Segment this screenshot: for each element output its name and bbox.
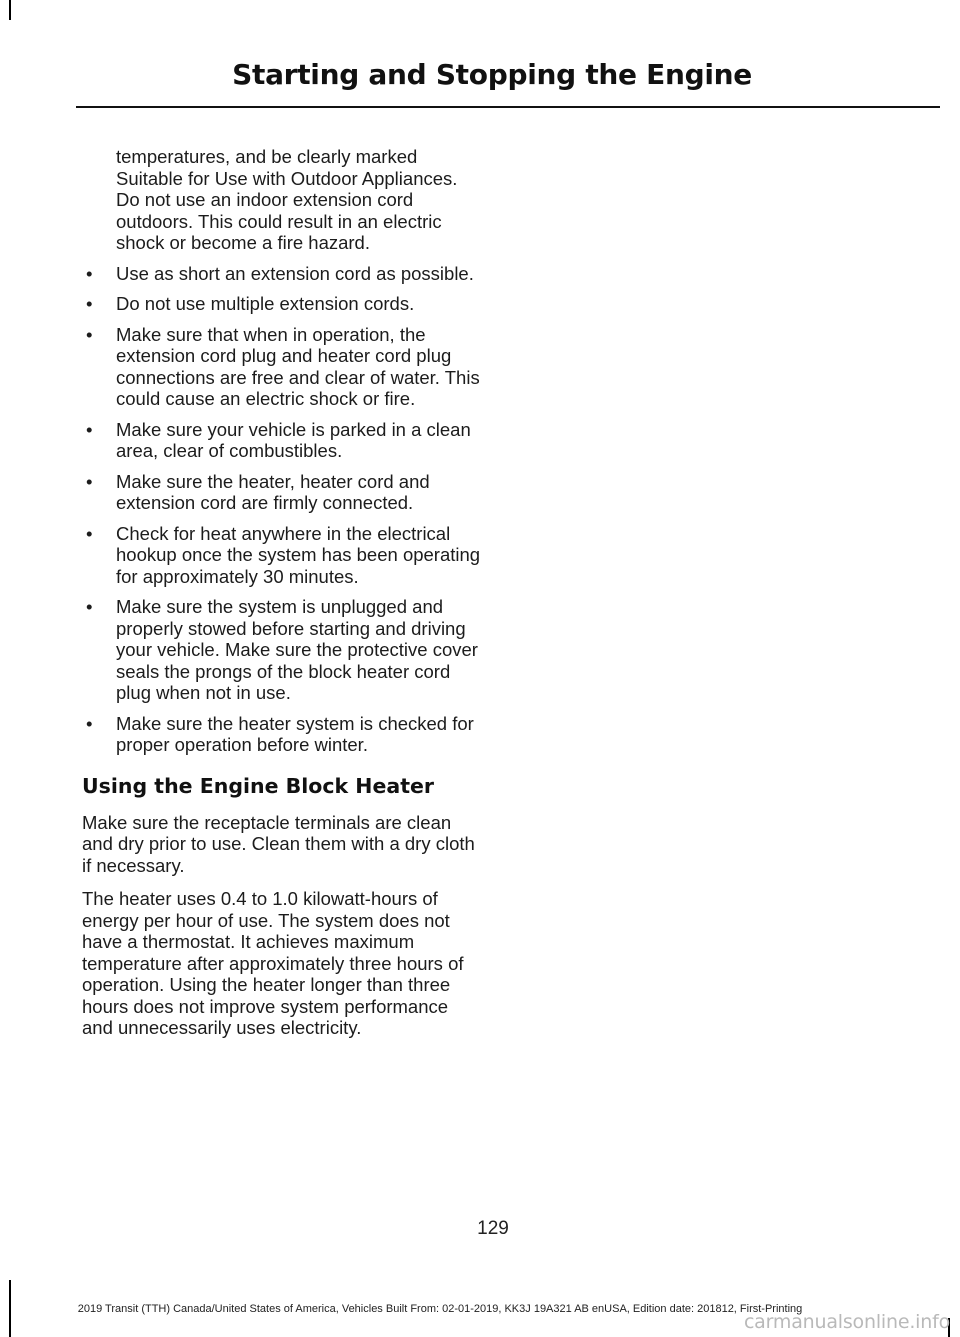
bullet-symbol: • <box>86 470 93 492</box>
list-item-text: Make sure the heater system is checked for proper operation before winter. <box>116 712 474 755</box>
header-rule <box>76 106 940 108</box>
watermark: carmanualsonline.info <box>743 1311 950 1333</box>
bullet-symbol: • <box>86 262 93 284</box>
list-item-text: Make sure that when in operation, the extension cord plug and heater cord plug connections are free and clear of water. This could cause an electric shock or fire. <box>116 323 480 409</box>
list-item <box>82 324 482 410</box>
page-number: 129 <box>477 1218 509 1239</box>
list-item <box>82 293 482 315</box>
intro-continuation: temperatures, and be clearly marked Suitable for Use with Outdoor Appliances. Do not use an indoor extension cord outdoors. This could result in an electric shock or become a fire hazard. <box>116 146 458 253</box>
list-item-text: Make sure the system is unplugged and properly stowed before starting and driving your vehicle. Make sure the protective cover seals the prongs of the block heater cord plug when not in use. <box>116 596 478 703</box>
section-heading: Using the Engine Block Heater <box>82 773 435 798</box>
crop-mark-top-left <box>9 0 11 20</box>
list-item-text: Use as short an extension cord as possible. <box>116 262 474 284</box>
bullet-symbol: • <box>86 323 93 345</box>
section-paragraph: Make sure the receptacle terminals are clean and dry prior to use. Clean them with a dry cloth if necessary. <box>82 811 475 876</box>
list-item <box>82 471 482 514</box>
list-item-text: Check for heat anywhere in the electrical hookup once the system has been operating for approximately 30 minutes. <box>116 522 481 587</box>
bullet-symbol: • <box>86 596 93 617</box>
list-item-text: Make sure the heater, heater cord and extension cord are firmly connected. <box>116 470 430 513</box>
page-title: Starting and Stopping the Engine <box>232 58 752 91</box>
list-item <box>82 713 482 756</box>
section-paragraph: The heater uses 0.4 to 1.0 kilowatt-hours of energy per hour of use. The system does not have a thermostat. It achieves maximum temperature after approximately three hours of operation. Using the heater longer than three hours does not improve system performance and unnecessarily uses electricity. <box>82 888 464 1038</box>
bullet-symbol: • <box>86 418 93 440</box>
text-column <box>82 146 482 1051</box>
list-item-text: Do not use multiple extension cords. <box>116 293 415 314</box>
list-item <box>82 523 482 588</box>
list-item <box>82 263 482 285</box>
bullet-list <box>82 263 482 756</box>
bullet-symbol: • <box>86 522 93 544</box>
list-item <box>82 596 482 704</box>
list-item <box>82 419 482 462</box>
bullet-symbol: • <box>86 293 93 314</box>
list-item-text: Make sure your vehicle is parked in a clean area, clear of combustibles. <box>116 418 471 461</box>
bullet-symbol: • <box>86 712 93 734</box>
footer-text: 2019 Transit (TTH) Canada/United States of America, Vehicles Built From: 02-01-2019, KK3J 19A321 AB enUSA, Edition date: 201812, First-Printing <box>77 1303 803 1315</box>
